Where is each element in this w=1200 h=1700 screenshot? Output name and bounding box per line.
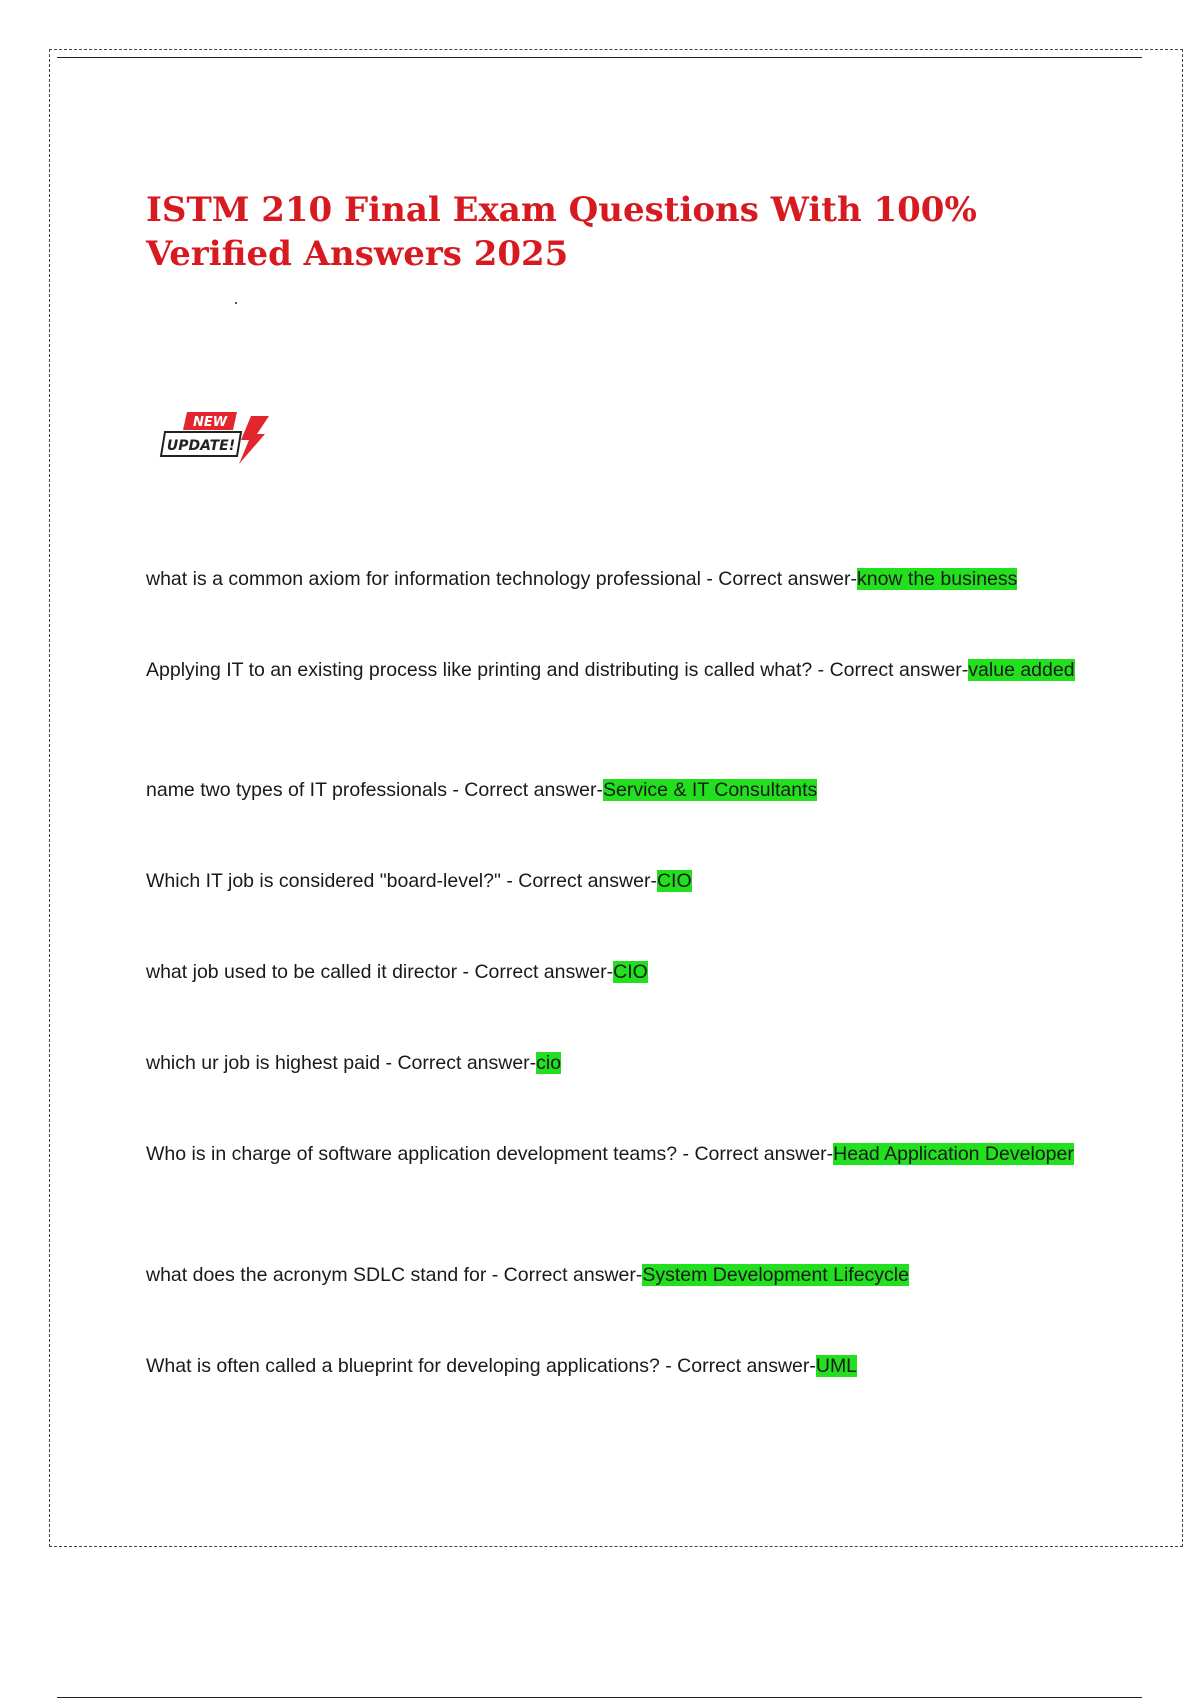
question-text: which ur job is highest paid [146,1052,381,1074]
answer-highlight: CIO [613,961,648,983]
answer-highlight: CIO [656,870,692,892]
qa-item [146,958,1076,987]
answer-prefix: - Correct answer- [380,1052,537,1074]
footer-rule [57,1697,1142,1698]
question-text: What is often called a blueprint for developing applications? [146,1355,660,1377]
answer-highlight: Service & IT Consultants [603,779,818,801]
answer-highlight: System Development Lifecycle [642,1264,909,1286]
badge-new-text: NEW [192,415,228,430]
lightning-bolt-icon [239,416,269,464]
qa-item [146,1352,1076,1381]
answer-highlight: know the business [856,568,1018,590]
answer-highlight: value added [968,659,1075,681]
question-text: what does the acronym SDLC stand for [146,1264,487,1286]
qa-item [146,1140,1076,1169]
question-text: Who is in charge of software application development teams? [146,1143,678,1165]
question-text: Which IT job is considered "board-level?" [146,870,501,892]
answer-prefix: - Correct answer- [446,779,603,801]
new-update-badge-graphic [159,410,271,466]
qa-item [146,656,1076,685]
qa-item [146,867,1076,896]
header-rule [57,57,1142,58]
qa-item [146,1049,1076,1078]
question-text: Applying IT to an existing process like printing and distributing is called what? [146,659,813,681]
question-text: what job used to be called it director [146,961,458,983]
answer-prefix: - Correct answer- [659,1355,816,1377]
answer-highlight: UML [815,1355,858,1377]
answer-prefix: - Correct answer- [457,961,614,983]
stray-dot [235,302,237,304]
qa-item [146,565,1076,594]
qa-item [146,1261,1076,1290]
badge-update-text: UPDATE! [166,438,236,454]
answer-prefix: - Correct answer- [812,659,969,681]
answer-prefix: - Correct answer- [700,568,857,590]
answer-highlight: Head Application Developer [833,1143,1074,1165]
answer-prefix: - Correct answer- [500,870,657,892]
qa-item [146,776,1076,805]
answer-highlight: cio [536,1052,562,1074]
answer-prefix: - Correct answer- [677,1143,834,1165]
question-text: what is a common axiom for information technology professional [146,568,701,590]
new-update-badge [159,410,271,466]
question-text: name two types of IT professionals [146,779,447,801]
answer-prefix: - Correct answer- [486,1264,643,1286]
document-title: ISTM 210 Final Exam Questions With 100% Verified Answers 2025 [146,190,977,274]
